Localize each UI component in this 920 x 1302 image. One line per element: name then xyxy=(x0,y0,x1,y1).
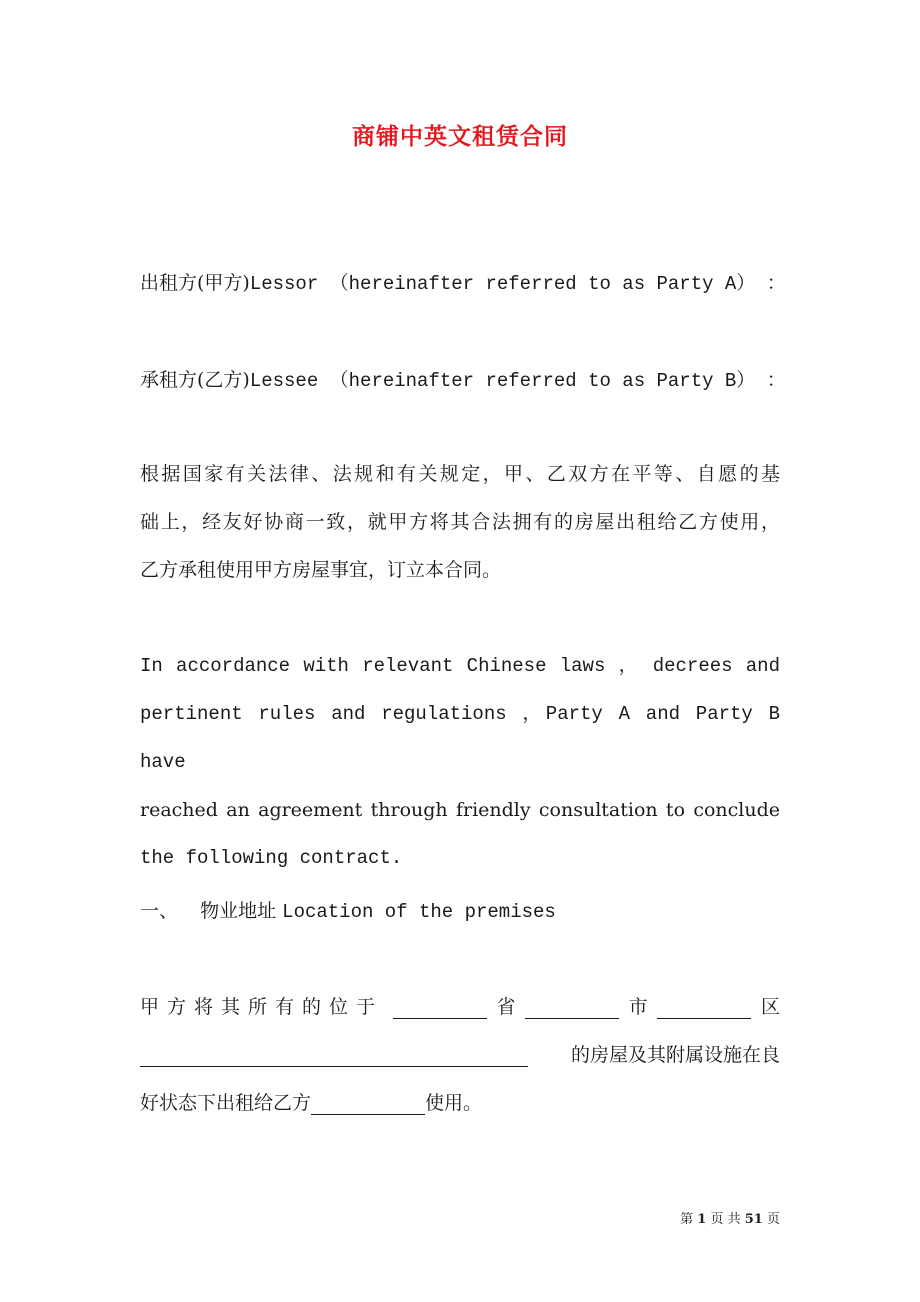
party-a-line xyxy=(140,268,786,295)
preamble-en xyxy=(140,642,780,882)
preamble-cn-line: 乙方承租使用甲方房屋事宜，订立本合同。 xyxy=(140,559,502,581)
location-prefix: 甲方将其所有的位于 xyxy=(140,996,384,1018)
preamble-cn-line: 根据国家有关法律、法规和有关规定，甲、乙双方在平等、自愿的基 xyxy=(140,463,780,485)
page-label-mid: 页 共 xyxy=(710,1212,741,1227)
page-label-pre: 第 xyxy=(680,1212,694,1227)
lessee-blank[interactable] xyxy=(311,1094,425,1115)
use-text: 使用。 xyxy=(425,1092,483,1114)
preamble-en-line: In accordance with relevant Chinese laws ， decrees and xyxy=(140,655,780,677)
preamble-en-line: pertinent rules and regulations ，Party A and Party B have xyxy=(140,703,780,773)
preamble-cn xyxy=(140,450,780,594)
preamble-en-line: the following contract. xyxy=(140,847,403,869)
district-label: 区 xyxy=(760,996,780,1018)
preamble-en-line: reached an agreement through friendly consultation to conclude xyxy=(140,799,780,821)
page-label-post: 页 xyxy=(766,1212,780,1227)
province-blank[interactable] xyxy=(393,998,487,1019)
total-page-number: 51 xyxy=(744,1212,763,1227)
section-number: 一、 xyxy=(140,900,179,922)
current-page-number: 1 xyxy=(697,1212,707,1227)
province-label: 省 xyxy=(496,996,516,1018)
document-title: 商铺中英文租赁合同 xyxy=(352,124,568,150)
section-1-heading xyxy=(140,896,780,923)
location-suffix: 的房屋及其附属设施在良 xyxy=(570,1044,780,1066)
address-blank[interactable] xyxy=(140,1046,528,1067)
party-b-line xyxy=(140,365,786,392)
preamble-cn-line: 础上，经友好协商一致，就甲方将其合法拥有的房屋出租给乙方使用， xyxy=(140,511,780,533)
party-b-cn: 承租方(乙方) xyxy=(140,369,250,391)
party-b-en: Lessee （hereinafter referred to as Party B） ： xyxy=(249,370,786,392)
city-label: 市 xyxy=(628,996,648,1018)
section-1-body-line2 xyxy=(140,1040,780,1067)
party-a-en: Lessor （hereinafter referred to as Party A） ： xyxy=(249,273,786,295)
lease-to-text: 好状态下出租给乙方 xyxy=(140,1092,312,1114)
section-1-body-line1 xyxy=(140,992,780,1019)
district-blank[interactable] xyxy=(657,998,751,1019)
party-a-cn: 出租方(甲方) xyxy=(140,272,250,294)
section-heading-en: Location of the premises xyxy=(282,901,556,923)
page-footer xyxy=(680,1208,780,1227)
city-blank[interactable] xyxy=(525,998,619,1019)
section-heading-cn: 物业地址 xyxy=(200,900,277,922)
section-1-body-line3 xyxy=(140,1088,780,1115)
